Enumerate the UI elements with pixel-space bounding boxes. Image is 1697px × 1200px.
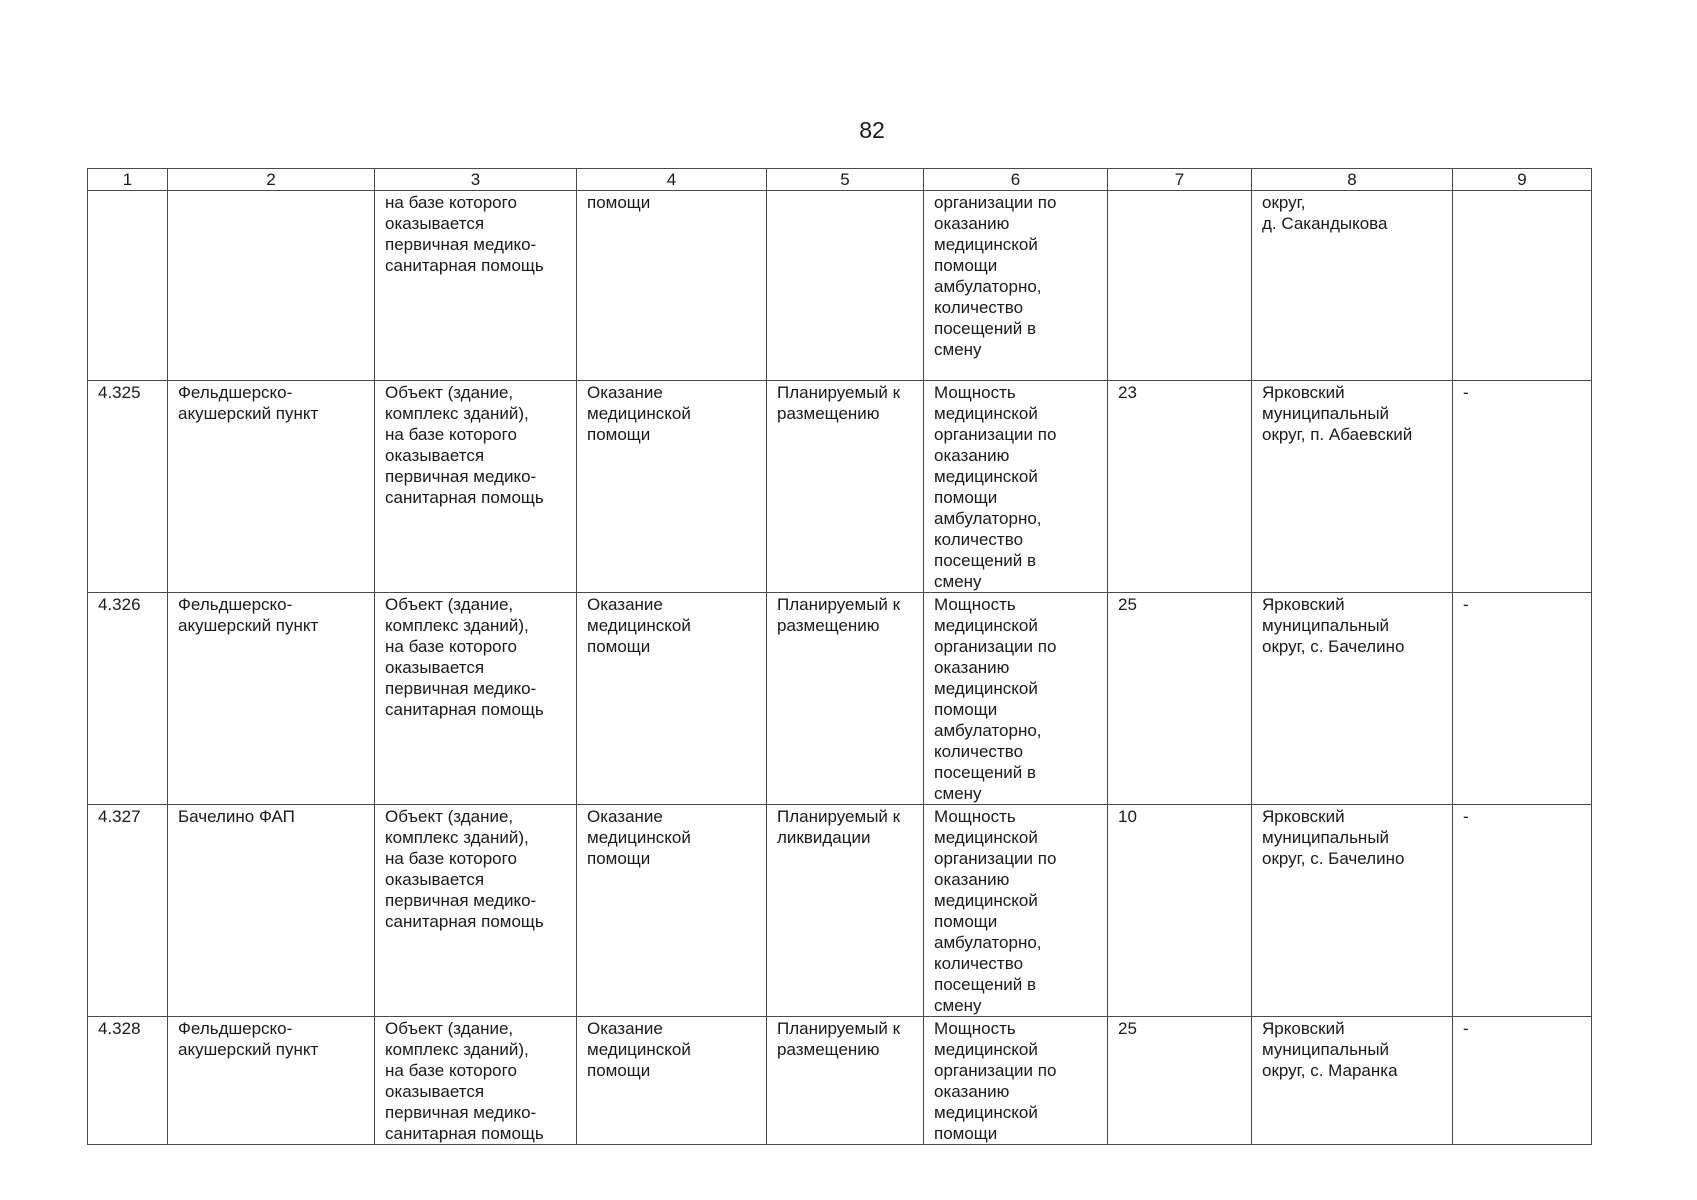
cell-text-line: Бачелино ФАП xyxy=(178,807,295,826)
cell-number: 4.328 xyxy=(88,1017,168,1145)
cell-text-line: оказанию xyxy=(934,1082,1010,1101)
table-row xyxy=(88,593,1592,805)
column-number-row xyxy=(88,169,1592,191)
cell-text-line: комплекс зданий), xyxy=(385,1040,529,1059)
cell-text-line: первичная медико- xyxy=(385,1103,537,1122)
cell-text-line: помощи xyxy=(587,425,651,444)
cell-text-line: медицинской xyxy=(934,1103,1038,1122)
page-number: 82 xyxy=(859,117,885,143)
cell-text-line: медицинской xyxy=(587,828,691,847)
cell-text-line: смену xyxy=(934,996,982,1015)
cell-capacity-value: 10 xyxy=(1108,805,1252,1017)
cell-text-line: помощи xyxy=(934,1124,998,1143)
cell-text-line: оказывается xyxy=(385,214,485,233)
cell-text-line: оказывается xyxy=(385,658,485,677)
cell-text-line: Объект (здание, xyxy=(385,383,514,402)
cell-text-line: Планируемый к xyxy=(777,1019,901,1038)
cell-text-line: Планируемый к xyxy=(777,595,901,614)
cell-text-line: помощи xyxy=(587,637,651,656)
column-number-header: 5 xyxy=(767,169,924,191)
cell-text-line: первичная медико- xyxy=(385,235,537,254)
cell-purpose xyxy=(577,805,767,1017)
cell-text-line: на базе которого xyxy=(385,849,517,868)
cell-name xyxy=(168,805,375,1017)
cell-text-line: организации по xyxy=(934,1061,1057,1080)
cell-text-line: медицинской xyxy=(587,1040,691,1059)
cell-capacity-value: 25 xyxy=(1108,1017,1252,1145)
cell-text-line: Оказание xyxy=(587,1019,663,1038)
cell-text-line: Фельдшерско- xyxy=(178,1019,293,1038)
cell-zone xyxy=(1453,191,1592,381)
cell-name xyxy=(168,381,375,593)
cell-status xyxy=(767,805,924,1017)
cell-text-line: смену xyxy=(934,572,982,591)
cell-status xyxy=(767,593,924,805)
cell-text-line: медицинской xyxy=(934,1040,1038,1059)
cell-text-line: Ярковский xyxy=(1262,383,1345,402)
cell-text-line: Мощность xyxy=(934,383,1016,402)
cell-text-line: оказывается xyxy=(385,870,485,889)
cell-text-line: округ, п. Абаевский xyxy=(1262,425,1413,444)
cell-name xyxy=(168,191,375,381)
cell-zone: - xyxy=(1453,1017,1592,1145)
cell-text-line: организации по xyxy=(934,193,1057,212)
cell-location xyxy=(1252,593,1453,805)
table-row-continuation xyxy=(88,191,1592,381)
column-number-header: 1 xyxy=(88,169,168,191)
cell-capacity-description xyxy=(924,191,1108,381)
cell-text-line: первичная медико- xyxy=(385,467,537,486)
cell-purpose xyxy=(577,381,767,593)
cell-number: 4.325 xyxy=(88,381,168,593)
column-number-header: 3 xyxy=(375,169,577,191)
cell-capacity-value: 25 xyxy=(1108,593,1252,805)
cell-object-description xyxy=(375,593,577,805)
cell-text-line: муниципальный xyxy=(1262,404,1390,423)
cell-text-line: количество xyxy=(934,530,1024,549)
cell-text-line: Объект (здание, xyxy=(385,1019,514,1038)
cell-text-line: помощи xyxy=(587,849,651,868)
cell-capacity-description xyxy=(924,381,1108,593)
cell-zone: - xyxy=(1453,381,1592,593)
cell-text-line: размещению xyxy=(777,1040,880,1059)
column-number-header: 4 xyxy=(577,169,767,191)
cell-text-line: посещений в xyxy=(934,975,1036,994)
cell-number: 4.327 xyxy=(88,805,168,1017)
cell-purpose xyxy=(577,593,767,805)
cell-location xyxy=(1252,381,1453,593)
cell-text-line: помощи xyxy=(934,488,998,507)
cell-status xyxy=(767,191,924,381)
cell-text-line: Ярковский xyxy=(1262,807,1345,826)
cell-text-line: оказанию xyxy=(934,214,1010,233)
cell-text-line: медицинской xyxy=(587,404,691,423)
cell-text-line: оказанию xyxy=(934,658,1010,677)
cell-zone: - xyxy=(1453,593,1592,805)
cell-capacity-value xyxy=(1108,191,1252,381)
cell-text-line: оказывается xyxy=(385,446,485,465)
cell-text-line: Ярковский xyxy=(1262,595,1345,614)
cell-text-line: акушерский пункт xyxy=(178,404,319,423)
cell-text-line: организации по xyxy=(934,849,1057,868)
cell-object-description xyxy=(375,191,577,381)
cell-text-line: санитарная помощь xyxy=(385,700,544,719)
cell-text-line: количество xyxy=(934,742,1024,761)
cell-text-line: комплекс зданий), xyxy=(385,616,529,635)
cell-text-line: медицинской xyxy=(587,616,691,635)
cell-text-line: размещению xyxy=(777,616,880,635)
cell-location xyxy=(1252,1017,1453,1145)
cell-text-line: санитарная помощь xyxy=(385,912,544,931)
cell-text-line: муниципальный xyxy=(1262,616,1390,635)
cell-text-line: помощи xyxy=(587,1061,651,1080)
column-number-header: 6 xyxy=(924,169,1108,191)
cell-text-line: оказанию xyxy=(934,870,1010,889)
cell-text-line: смену xyxy=(934,340,982,359)
cell-number: 4.326 xyxy=(88,593,168,805)
cell-text-line: Мощность xyxy=(934,1019,1016,1038)
cell-text-line: помощи xyxy=(934,912,998,931)
cell-text-line: акушерский пункт xyxy=(178,1040,319,1059)
column-number-header: 2 xyxy=(168,169,375,191)
cell-location xyxy=(1252,805,1453,1017)
cell-text-line: амбулаторно, xyxy=(934,277,1042,296)
cell-capacity-description xyxy=(924,1017,1108,1145)
cell-text-line: Фельдшерско- xyxy=(178,383,293,402)
cell-text-line: первичная медико- xyxy=(385,891,537,910)
cell-text-line: первичная медико- xyxy=(385,679,537,698)
cell-text-line: посещений в xyxy=(934,551,1036,570)
cell-text-line: посещений в xyxy=(934,763,1036,782)
cell-text-line: количество xyxy=(934,298,1024,317)
cell-text-line: медицинской xyxy=(934,891,1038,910)
cell-location xyxy=(1252,191,1453,381)
cell-capacity-value: 23 xyxy=(1108,381,1252,593)
cell-text-line: посещений в xyxy=(934,319,1036,338)
cell-text-line: помощи xyxy=(934,700,998,719)
cell-name xyxy=(168,593,375,805)
cell-text-line: помощи xyxy=(934,256,998,275)
cell-capacity-description xyxy=(924,805,1108,1017)
cell-text-line: Фельдшерско- xyxy=(178,595,293,614)
cell-text-line: комплекс зданий), xyxy=(385,404,529,423)
cell-text-line: округ, с. Бачелино xyxy=(1262,849,1405,868)
column-number-header: 7 xyxy=(1108,169,1252,191)
cell-text-line: на базе которого xyxy=(385,637,517,656)
cell-text-line: медицинской xyxy=(934,616,1038,635)
cell-text-line: муниципальный xyxy=(1262,1040,1390,1059)
cell-text-line: Оказание xyxy=(587,383,663,402)
cell-status xyxy=(767,1017,924,1145)
cell-name xyxy=(168,1017,375,1145)
cell-text-line: медицинской xyxy=(934,235,1038,254)
table-row xyxy=(88,805,1592,1017)
column-number-header: 8 xyxy=(1252,169,1453,191)
cell-text-line: д. Сакандыкова xyxy=(1262,214,1388,233)
cell-text-line: санитарная помощь xyxy=(385,256,544,275)
cell-object-description xyxy=(375,805,577,1017)
objects-table xyxy=(87,168,1592,1145)
cell-text-line: Оказание xyxy=(587,807,663,826)
cell-text-line: организации по xyxy=(934,425,1057,444)
cell-text-line: на базе которого xyxy=(385,1061,517,1080)
cell-text-line: округ, с. Бачелино xyxy=(1262,637,1405,656)
cell-purpose xyxy=(577,1017,767,1145)
cell-text-line: медицинской xyxy=(934,467,1038,486)
cell-text-line: Объект (здание, xyxy=(385,595,514,614)
cell-text-line: округ, xyxy=(1262,193,1306,212)
cell-text-line: оказанию xyxy=(934,446,1010,465)
cell-text-line: Мощность xyxy=(934,595,1016,614)
cell-text-line: Объект (здание, xyxy=(385,807,514,826)
cell-number xyxy=(88,191,168,381)
table-row xyxy=(88,1017,1592,1145)
cell-text-line: на базе которого xyxy=(385,425,517,444)
cell-text-line: ликвидации xyxy=(777,828,871,847)
cell-capacity-description xyxy=(924,593,1108,805)
cell-text-line: амбулаторно, xyxy=(934,509,1042,528)
cell-text-line: амбулаторно, xyxy=(934,721,1042,740)
cell-text-line: санитарная помощь xyxy=(385,1124,544,1143)
cell-text-line: медицинской xyxy=(934,828,1038,847)
column-number-header: 9 xyxy=(1453,169,1592,191)
cell-text-line: Оказание xyxy=(587,595,663,614)
cell-text-line: санитарная помощь xyxy=(385,488,544,507)
cell-text-line: организации по xyxy=(934,637,1057,656)
cell-object-description xyxy=(375,1017,577,1145)
cell-text-line: муниципальный xyxy=(1262,828,1390,847)
cell-zone: - xyxy=(1453,805,1592,1017)
cell-text-line: размещению xyxy=(777,404,880,423)
cell-text-line: медицинской xyxy=(934,679,1038,698)
cell-status xyxy=(767,381,924,593)
cell-text-line: оказывается xyxy=(385,1082,485,1101)
cell-text-line: Мощность xyxy=(934,807,1016,826)
cell-purpose xyxy=(577,191,767,381)
cell-text-line: на базе которого xyxy=(385,193,517,212)
cell-text-line: Планируемый к xyxy=(777,807,901,826)
cell-text-line: амбулаторно, xyxy=(934,933,1042,952)
table-row xyxy=(88,381,1592,593)
cell-text-line: медицинской xyxy=(934,404,1038,423)
cell-text-line: комплекс зданий), xyxy=(385,828,529,847)
cell-text-line: смену xyxy=(934,784,982,803)
cell-text-line: помощи xyxy=(587,193,651,212)
cell-text-line: округ, с. Маранка xyxy=(1262,1061,1398,1080)
cell-text-line: Ярковский xyxy=(1262,1019,1345,1038)
cell-text-line: Планируемый к xyxy=(777,383,901,402)
cell-text-line: количество xyxy=(934,954,1024,973)
cell-object-description xyxy=(375,381,577,593)
cell-text-line: акушерский пункт xyxy=(178,616,319,635)
